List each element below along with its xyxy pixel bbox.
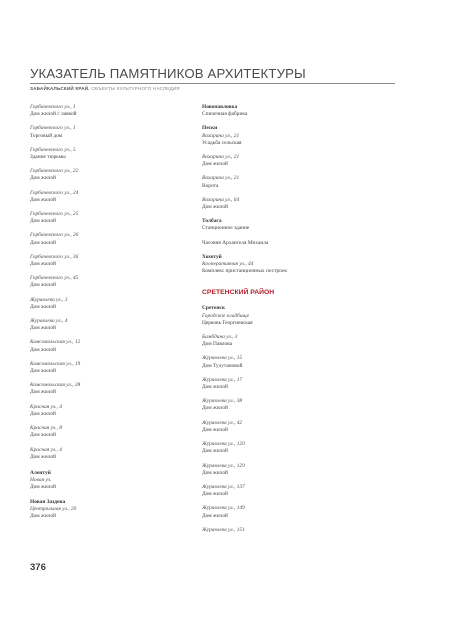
index-entry <box>30 190 190 204</box>
entry-object: Дом жилой <box>202 204 228 211</box>
entry-address: Журавлева ул., 137 <box>202 483 245 490</box>
entry-object: Здание тюрьмы <box>30 154 66 161</box>
index-entry <box>202 240 362 247</box>
entry-address: Новая ул. <box>30 477 52 484</box>
entry-object: Дом жилой <box>30 484 56 491</box>
index-entry <box>202 377 362 391</box>
entry-object: Дом жилой <box>202 512 228 519</box>
right-column-bottom <box>202 305 362 533</box>
index-entry <box>202 398 362 412</box>
entry-place: Пески <box>202 125 218 132</box>
index-entry <box>30 168 190 182</box>
entry-place: Толбага <box>202 218 222 225</box>
entry-address: Горбачевского ул., 1 <box>30 125 76 132</box>
index-entry <box>30 499 190 521</box>
entry-place: Сретенск <box>202 305 225 312</box>
entry-address: Журавлева ул., 15 <box>202 355 243 362</box>
entry-object: Усадьба сельская <box>202 139 242 146</box>
index-entry <box>30 361 190 375</box>
entry-object: Станционное здание <box>202 225 250 232</box>
entry-address: Центральная ул., 20 <box>30 505 77 512</box>
index-entry <box>30 470 190 492</box>
entry-object: Дом жилой <box>30 432 56 439</box>
entry-address: Вахарина ул., 64 <box>202 196 240 203</box>
entry-object: Дом жилой <box>30 512 56 519</box>
entry-address: Журавлева ул., 120 <box>202 441 245 448</box>
entry-object: Дом жилой <box>202 384 228 391</box>
index-entry <box>202 254 362 276</box>
entry-address: Журавлева ул., 42 <box>202 419 243 426</box>
entry-address: Вахарина ул., 21 <box>202 175 240 182</box>
entry-address: Журавлева ул., 151 <box>202 526 245 533</box>
index-entry <box>202 104 362 118</box>
entry-object: Дом жилой <box>30 346 56 353</box>
entry-address: Комсомольская ул., 12 <box>30 339 81 346</box>
index-entry <box>202 175 362 189</box>
entry-object: Дом жилой <box>202 448 228 455</box>
entry-address: Горбачевского ул., 45 <box>30 275 79 282</box>
entry-address: Бамбдина ул., 3 <box>202 334 238 341</box>
entry-address: Журавлева ул., 149 <box>202 505 245 512</box>
index-entry <box>30 104 190 118</box>
index-entry <box>202 154 362 168</box>
entry-place: Хохотуй <box>202 253 222 260</box>
entry-address: Горбачевского ул., 22 <box>30 168 79 175</box>
index-entry <box>202 334 362 348</box>
entry-object: Дом жилой <box>202 426 228 433</box>
entry-address: Журавлева ул., 3 <box>30 296 68 303</box>
entry-object: Дом жилой <box>202 469 228 476</box>
entry-address: Журавлева ул., 4 <box>30 318 68 325</box>
entry-object: Дом жилой <box>30 261 56 268</box>
entry-object: Церковь Георгиевская <box>202 319 253 326</box>
entry-object: Дом жилой <box>30 453 56 460</box>
entry-object: Дом жилой с лавкой <box>30 111 77 118</box>
subtitle-theme: ОБЪЕКТЫ КУЛЬТУРНОГО НАСЛЕДИЯ <box>91 86 180 91</box>
entry-address: Журавлева ул., 129 <box>202 462 245 469</box>
entry-object: Дом жилой <box>30 196 56 203</box>
entry-object: Ворота <box>202 182 219 189</box>
entry-address: Журавлева ул., 38 <box>202 398 243 405</box>
entry-address: Комсомольская ул., 28 <box>30 382 81 389</box>
index-entry <box>30 425 190 439</box>
index-entry <box>202 505 362 519</box>
entry-address: Вахарина ул., 21 <box>202 154 240 161</box>
entry-address: Городское кладбище <box>202 312 250 319</box>
index-entry <box>30 382 190 396</box>
entry-address: Красная ул., 4 <box>30 446 62 453</box>
index-entry <box>202 463 362 477</box>
entry-place: Новопавловка <box>202 104 238 110</box>
index-entry <box>202 197 362 211</box>
entry-object: Дом Павлова <box>202 341 233 348</box>
entry-address: Горбачевского ул., 24 <box>30 189 79 196</box>
entry-object: Дом жилой <box>30 325 56 332</box>
index-entry <box>30 125 190 139</box>
index-entry <box>30 147 190 161</box>
index-entry <box>202 420 362 434</box>
entry-object: Дом жилой <box>30 175 56 182</box>
entry-object: Дом жилой <box>30 410 56 417</box>
left-column <box>30 104 190 527</box>
page-title: УКАЗАТЕЛЬ ПАМЯТНИКОВ АРХИТЕКТУРЫ <box>30 66 306 81</box>
entry-object: Дом жилой <box>202 491 228 498</box>
index-entry <box>30 232 190 246</box>
entry-address: Красная ул., 8 <box>30 425 62 432</box>
entry-address: Кооперативная ул., 44 <box>202 261 254 268</box>
index-entry <box>202 218 362 232</box>
entry-object: Часовня Архангела Михаила <box>202 239 269 246</box>
entry-object: Дом Тулутановой <box>202 362 243 369</box>
entry-object: Дом жилой <box>30 303 56 310</box>
right-column-top <box>202 104 362 275</box>
entry-address: Красная ул., 4 <box>30 403 62 410</box>
entry-address: Горбачевского ул., 25 <box>30 211 79 218</box>
entry-object: Дом жилой <box>30 368 56 375</box>
district-heading: СРЕТЕНСКИЙ РАЙОН <box>202 289 275 297</box>
subtitle-region: ЗАБАЙКАЛЬСКИЙ КРАЙ. <box>30 86 90 91</box>
entry-address: Горбачевского ул., 26 <box>30 232 79 239</box>
index-entry <box>202 355 362 369</box>
header-rule <box>30 83 395 84</box>
right-column <box>202 104 362 541</box>
entry-object: Дом жилой <box>30 239 56 246</box>
index-entry <box>202 305 362 327</box>
index-entry <box>202 484 362 498</box>
entry-object: Спичечная фабрика <box>202 111 248 118</box>
index-entry <box>30 447 190 461</box>
entry-address: Горбачевского ул., 36 <box>30 253 79 260</box>
index-entry <box>202 527 362 534</box>
entry-object: Дом жилой <box>202 405 228 412</box>
entry-address: Горбачевского ул., 1 <box>30 104 76 110</box>
entry-object: Дом жилой <box>30 282 56 289</box>
index-entry <box>30 339 190 353</box>
page-number: 376 <box>30 562 46 573</box>
entry-place: Алентуй <box>30 469 51 476</box>
index-entry <box>202 441 362 455</box>
index-entry <box>30 404 190 418</box>
index-entry <box>202 125 362 147</box>
index-entry <box>30 211 190 225</box>
entry-address: Горбачевского ул., 5 <box>30 146 76 153</box>
entry-address: Комсомольская ул., 19 <box>30 360 81 367</box>
entry-object: Комплекс пристанционных построек <box>202 268 287 275</box>
index-entry <box>30 318 190 332</box>
index-entry <box>30 254 190 268</box>
entry-address: Журавлева ул., 17 <box>202 376 243 383</box>
entry-object: Дом жилой <box>30 389 56 396</box>
page-subtitle <box>30 86 180 91</box>
entry-object: Дом жилой <box>202 161 228 168</box>
index-entry <box>30 297 190 311</box>
entry-object: Торговый дом <box>30 132 63 139</box>
index-entry <box>30 275 190 289</box>
entry-place: Новая Заздена <box>30 498 66 505</box>
entry-object: Дом жилой <box>30 218 56 225</box>
entry-address: Вахарина ул., 21 <box>202 132 240 139</box>
